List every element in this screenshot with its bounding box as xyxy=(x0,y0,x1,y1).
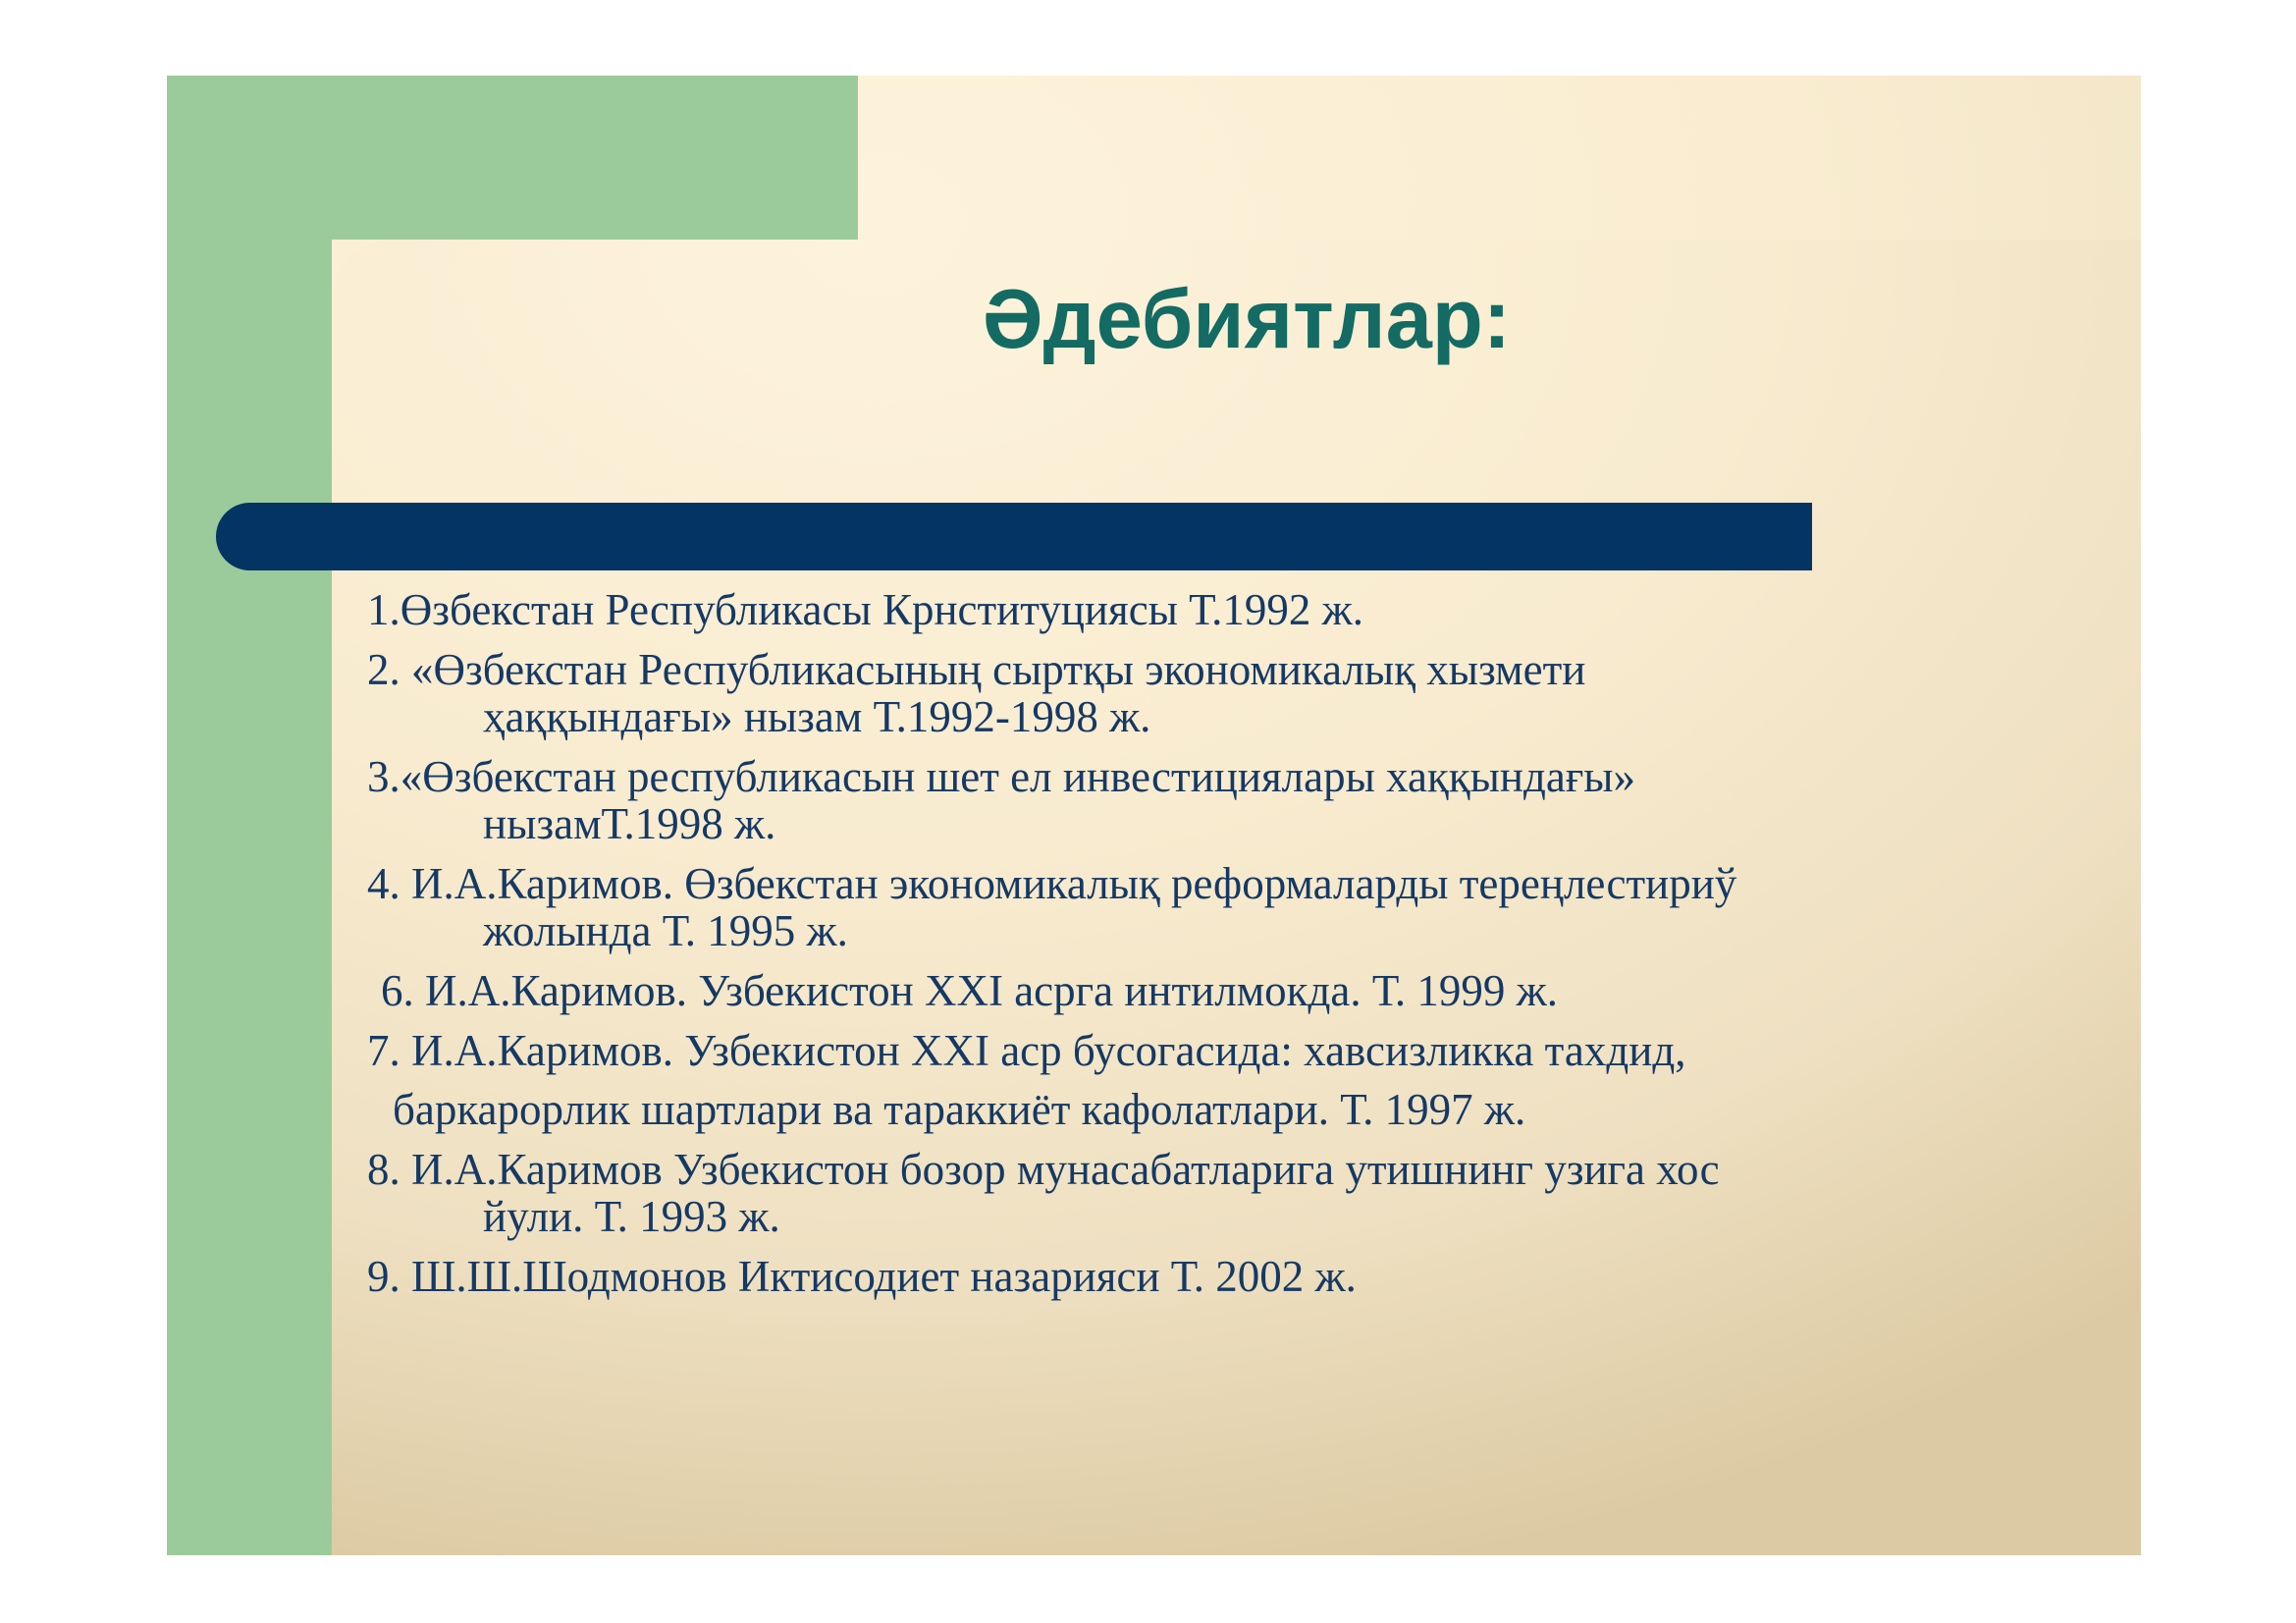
reference-text: 4. И.А.Каримов. Өзбекстан экономикалық реформаларды тереңлестириў xyxy=(367,859,1737,908)
reference-item-3 xyxy=(367,753,2095,847)
green-side-band xyxy=(167,76,332,1555)
reference-text-continued: йули. Т. 1993 ж. xyxy=(483,1192,780,1241)
slide xyxy=(167,76,2141,1555)
reference-item-7 xyxy=(367,1027,2095,1133)
reference-item-6 xyxy=(367,967,2095,1014)
reference-text-continued: жолында Т. 1995 ж. xyxy=(483,906,848,955)
reference-item-1 xyxy=(367,586,2095,633)
reference-list xyxy=(367,586,2095,1313)
title-divider-bar xyxy=(216,503,1812,570)
reference-item-9 xyxy=(367,1253,2095,1300)
reference-item-2 xyxy=(367,646,2095,740)
reference-text: 9. Ш.Ш.Шодмонов Иктисодиет назарияси Т. 2002 ж. xyxy=(367,1252,1357,1301)
reference-text: 3.«Өзбекстан республикасын шет ел инвестициялары хаққындағы» xyxy=(367,752,1636,801)
green-top-band xyxy=(167,76,858,240)
reference-text: 2. «Өзбекстан Республикасының сыртқы экономикалық хызмети xyxy=(367,645,1586,694)
slide-title: Әдебиятлар: xyxy=(982,273,1512,366)
reference-text-continued: нызамТ.1998 ж. xyxy=(483,799,776,848)
reference-text-continued: баркарорлик шартлари ва тараккиёт кафолатлари. Т. 1997 ж. xyxy=(393,1085,1526,1134)
reference-item-8 xyxy=(367,1146,2095,1240)
reference-item-4 xyxy=(367,860,2095,954)
reference-text: 7. И.А.Каримов. Узбекистон XXI аср бусогасида: хавсизликка тахдид, xyxy=(367,1026,1686,1075)
reference-text-continued: ҳаққындағы» нызам Т.1992-1998 ж. xyxy=(483,692,1151,741)
reference-text: 6. И.А.Каримов. Узбекистон XXI асрга интилмокда. Т. 1999 ж. xyxy=(381,966,1558,1015)
reference-text: 1.Өзбекстан Республикасы Крнституциясы Т.1992 ж. xyxy=(367,585,1363,634)
reference-text: 8. И.А.Каримов Узбекистон бозор мунасабатларига утишнинг узига хос xyxy=(367,1145,1720,1194)
